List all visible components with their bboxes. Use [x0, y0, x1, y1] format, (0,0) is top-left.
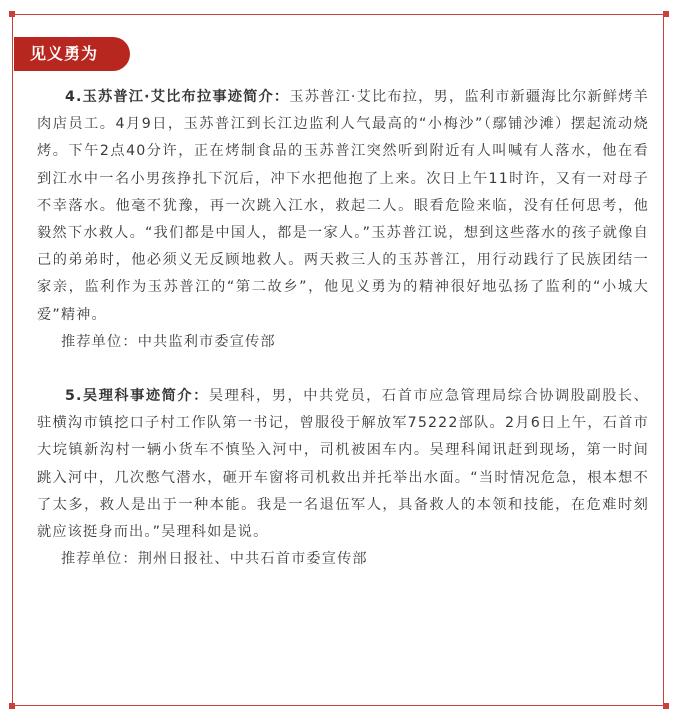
section-spacer — [37, 356, 649, 383]
profile-heading-4: 4.玉苏普江·艾比布拉事迹简介： — [65, 89, 290, 105]
profile-body-4: 玉苏普江·艾比布拉，男，监利市新疆海比尔新鲜烤羊肉店员工。4月9日，玉苏普江到长江边监利人气最高的“小梅沙”（鄢铺沙滩）摆起流动烧烤。下午2点40分许，正在烤制食品的玉苏普江突然听到附近有人叫喊有人落水，他在看到江水中一名小男孩挣扎下沉后，冲下水把他抱了上来。次日上午11时许，又有一对母子不幸落水。他毫不犹豫，再一次跳入江水，救起二人。眼看危险来临，没有任何思考，他毅然下水救人。“我们都是中国人，都是一家人。”玉苏普江说，想到这些落水的孩子就像自己的弟弟时，他必须义无反顾地救人。两天救三人的玉苏普江，用行动践行了民族团结一家亲，监利作为玉苏普江的“第二故乡”，他见义勇为的精神很好地弘扬了监利的“小城大爱”精神。 — [37, 89, 649, 323]
profile-paragraph-5 — [37, 383, 649, 546]
profile-body-5: 吴理科，男，中共党员，石首市应急管理局综合协调股副股长、驻横沟市镇挖口子村工作队第一书记，曾服役于解放军75222部队。2月6日上午，石首市大垸镇新沟村一辆小货车不慎坠入河中，司机被困车内。吴理科闻讯赶到现场，第一时间跳入河中，几次憋气潜水，砸开车窗将司机救出并托举出水面。“当时情况危急，根本想不了太多，救人是出于一种本能。我是一名退伍军人，具备救人的本领和技能，在危难时刻就应该挺身而出。”吴理科如是说。 — [37, 388, 650, 541]
category-tag: 见义勇为 — [14, 37, 130, 71]
article-content — [37, 84, 649, 573]
profile-heading-5: 5.吴理科事迹简介： — [65, 388, 209, 405]
recommend-unit-4: 推荐单位：中共监利市委宣传部 — [61, 333, 276, 350]
frame-corner-top-right — [663, 11, 669, 17]
frame-corner-bottom-right — [663, 703, 669, 709]
recommend-unit-5: 推荐单位：荆州日报社、中共石首市委宣传部 — [61, 551, 368, 568]
frame-corner-top-left — [9, 11, 15, 17]
profile-paragraph-4 — [37, 84, 649, 329]
frame-corner-bottom-left — [9, 703, 15, 709]
